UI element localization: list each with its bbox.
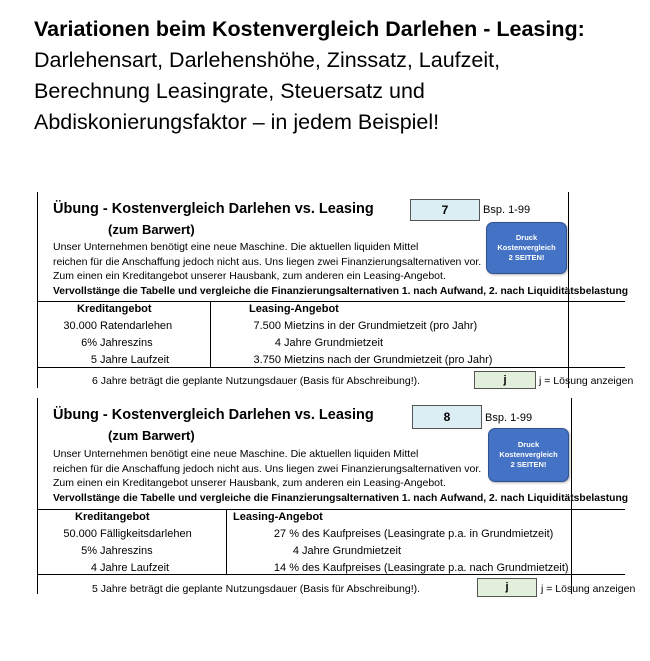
credit-row (37, 354, 169, 366)
exercise-sheet-7 (37, 192, 634, 402)
exercise-sheet-8 (37, 398, 636, 608)
leasing-value: 14 % (273, 562, 299, 574)
leasing-row (239, 562, 569, 574)
table-bottom-line (37, 574, 625, 575)
scenario-text (53, 240, 481, 284)
leasing-row (207, 320, 477, 332)
leasing-value: 7.500 (253, 320, 281, 332)
credit-row (37, 337, 153, 349)
credit-value: 50.000 (63, 528, 97, 540)
solution-input[interactable]: j (477, 578, 537, 597)
exercise-subtitle: (zum Barwert) (108, 222, 195, 237)
credit-label: Jahreszins (100, 545, 153, 557)
table-column-divider (226, 509, 227, 574)
leasing-label: des Kaufpreises (Leasingrate p.a. nach Grundmietzeit) (302, 562, 569, 574)
scenario-line-1: Unser Unternehmen benötigt eine neue Maschine. Die aktuellen liquiden Mittel (53, 241, 419, 253)
print-button-line-1: Druck (517, 440, 540, 449)
usage-duration-text: 5 Jahre beträgt die geplante Nutzungsdauer (Basis für Abschreibung!). (92, 583, 421, 595)
print-button-line-3: 2 SEITEN! (510, 460, 547, 469)
credit-row (37, 320, 172, 332)
headline-line-2: Berechnung Leasingrate, Steuersatz und (34, 79, 425, 103)
leasing-value: 4 (274, 337, 281, 349)
scenario-text (53, 447, 481, 491)
leasing-row (239, 528, 553, 540)
instruction-text: Vervollstänge die Tabelle und vergleiche die Finanzierungsalternativen 1. nach Aufwand, 2. nach Liquiditätsbelastung (53, 286, 629, 297)
print-button-line-1: Druck (515, 233, 538, 242)
solution-input[interactable]: j (474, 371, 536, 389)
leasing-offer-header: Leasing-Angebot (233, 511, 323, 523)
leasing-row (207, 354, 492, 366)
print-button-line-3: 2 SEITEN! (508, 253, 545, 262)
credit-label: Fälligkeitsdarlehen (100, 528, 192, 540)
credit-offer-header: Kreditangebot (75, 511, 150, 523)
credit-offer-header: Kreditangebot (77, 303, 152, 315)
credit-value: 5% (81, 545, 97, 557)
print-button-line-2: Kostenvergleich (499, 450, 558, 459)
credit-label: Jahre Laufzeit (100, 562, 170, 574)
table-top-line (37, 301, 625, 302)
usage-duration-text: 6 Jahre beträgt die geplante Nutzungsdauer (Basis für Abschreibung!). (92, 375, 421, 387)
scenario-line-1: Unser Unternehmen benötigt eine neue Maschine. Die aktuellen liquiden Mittel (53, 448, 419, 460)
headline-line-1: Darlehensart, Darlehenshöhe, Zinssatz, Laufzeit, (34, 48, 501, 72)
scenario-line-2: reichen für die Anschaffung jedoch nicht aus. Uns liegen zwei Finanzierungsalternativen vor. (53, 462, 482, 475)
leasing-value: 27 % (273, 528, 299, 540)
credit-label: Jahreszins (100, 337, 153, 349)
credit-label: Ratendarlehen (100, 320, 173, 332)
scenario-line-2: reichen für die Anschaffung jedoch nicht aus. Uns liegen zwei Finanzierungsalternativen vor. (53, 255, 482, 268)
credit-value: 4 (90, 562, 97, 574)
leasing-label: Mietzins in der Grundmietzeit (pro Jahr) (284, 320, 478, 332)
print-button[interactable] (486, 222, 567, 274)
exercise-title: Übung - Kostenvergleich Darlehen vs. Leasing (53, 201, 374, 217)
leasing-value: 4 (292, 545, 299, 557)
leasing-label: Jahre Grundmietzeit (284, 337, 384, 349)
headline (34, 14, 634, 138)
scenario-line-3: Zum einen ein Kreditangebot unserer Hausbank, zum anderen ein Leasing-Angebot. (53, 270, 446, 283)
leasing-offer-header: Leasing-Angebot (249, 303, 339, 315)
example-range-label: Bsp. 1-99 (485, 412, 533, 424)
example-range-label: Bsp. 1-99 (483, 204, 531, 216)
instruction-text: Vervollstänge die Tabelle und vergleiche die Finanzierungsalternativen 1. nach Aufwand, 2. nach Liquiditätsbelastung (53, 493, 629, 504)
example-number-input[interactable]: 8 (412, 405, 482, 429)
example-number-input[interactable]: 7 (410, 199, 480, 221)
credit-value: 6% (81, 337, 97, 349)
table-bottom-line (37, 367, 625, 368)
leasing-label: des Kaufpreises (Leasingrate p.a. in Grundmietzeit) (302, 528, 554, 540)
leasing-value: 3.750 (253, 354, 281, 366)
credit-row (37, 528, 192, 540)
credit-row (37, 562, 169, 574)
leasing-row (239, 545, 401, 557)
table-top-line (37, 509, 625, 510)
credit-value: 5 (90, 354, 97, 366)
solution-hint: j = Lösung anzeigen (541, 583, 636, 595)
leasing-row (207, 337, 383, 349)
exercise-title: Übung - Kostenvergleich Darlehen vs. Leasing (53, 407, 374, 423)
exercise-subtitle: (zum Barwert) (108, 428, 195, 443)
credit-row (37, 545, 153, 557)
leasing-label: Jahre Grundmietzeit (302, 545, 402, 557)
credit-value: 30.000 (63, 320, 97, 332)
scenario-line-3: Zum einen ein Kreditangebot unserer Hausbank, zum anderen ein Leasing-Angebot. (53, 477, 446, 490)
print-button[interactable] (488, 428, 569, 482)
credit-label: Jahre Laufzeit (100, 354, 170, 366)
print-button-line-2: Kostenvergleich (497, 243, 556, 252)
headline-title: Variationen beim Kostenvergleich Darlehen - Leasing: (34, 17, 585, 41)
leasing-label: Mietzins nach der Grundmietzeit (pro Jahr) (284, 354, 493, 366)
solution-hint: j = Lösung anzeigen (539, 375, 634, 387)
headline-line-3: Abdiskonierungsfaktor – in jedem Beispiel! (34, 110, 440, 134)
